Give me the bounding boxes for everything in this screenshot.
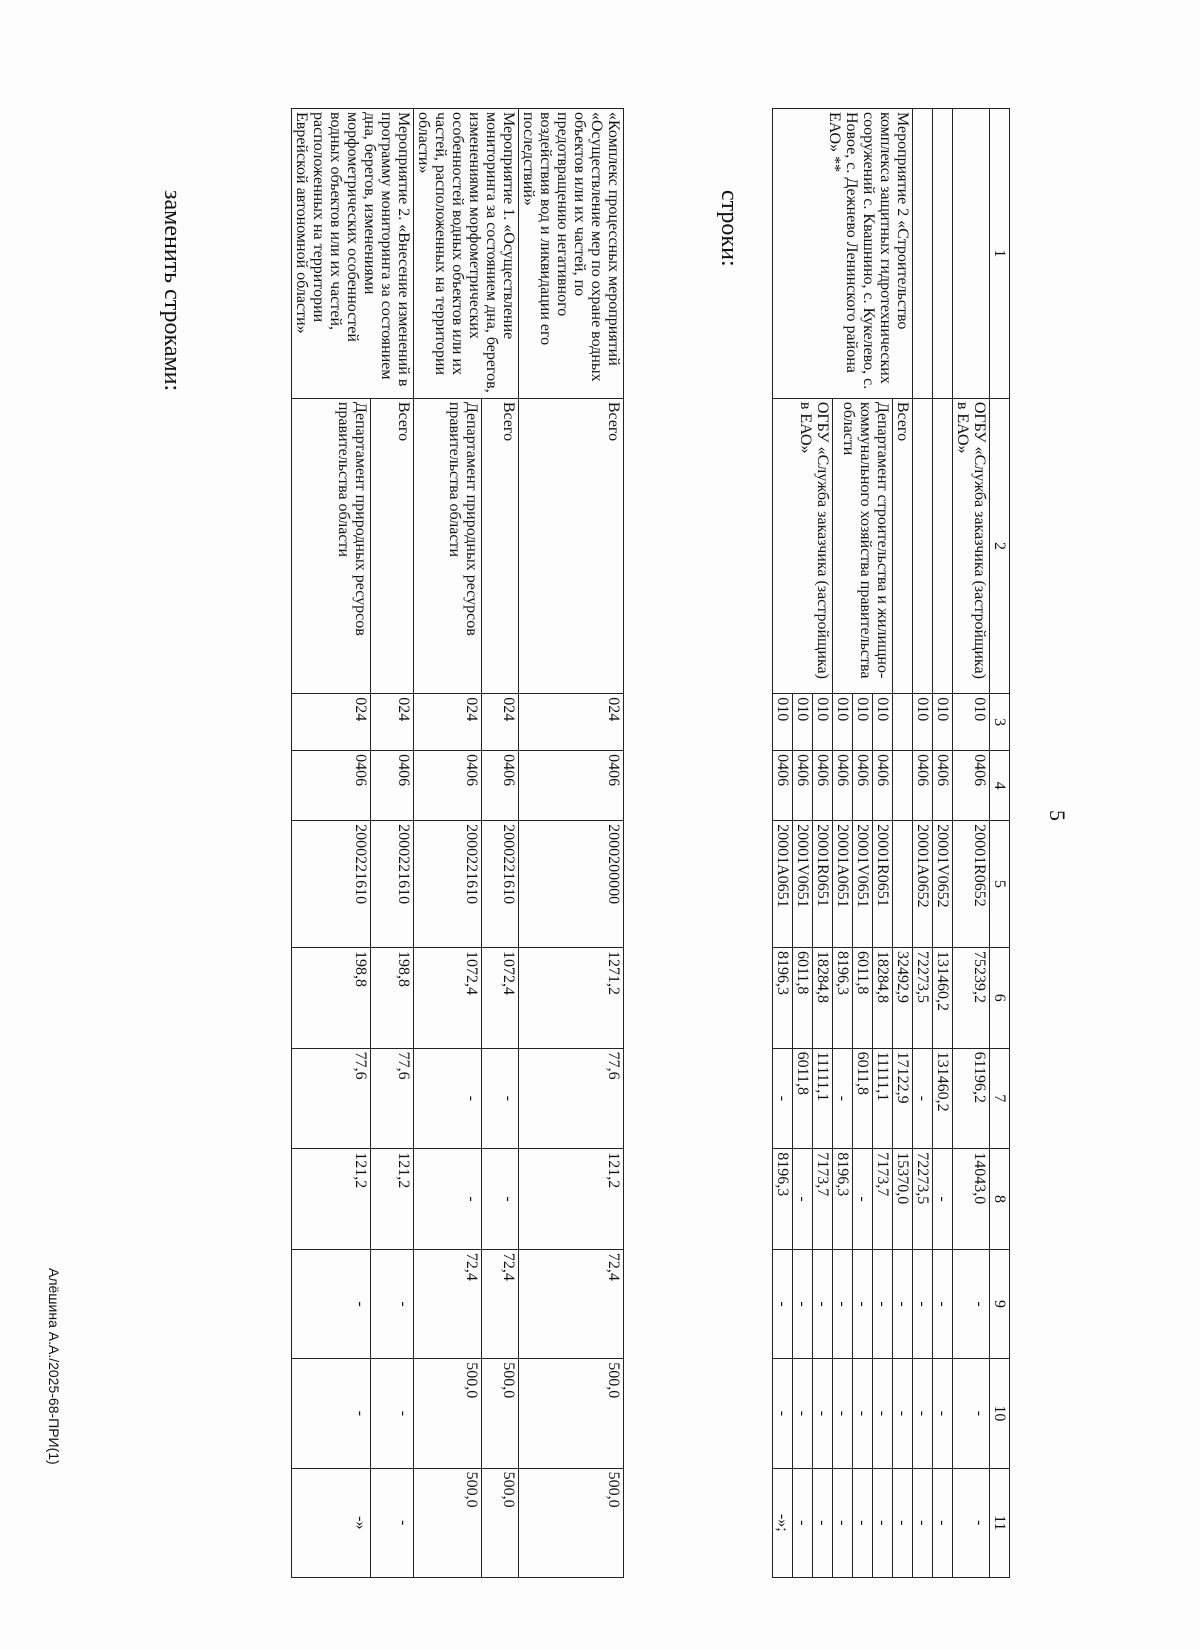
cell-c5: 20001R0652: [953, 821, 990, 948]
table-header-row: [990, 109, 1010, 1578]
cell-c11: -: [953, 1468, 990, 1577]
cell-c6: 1072,4: [482, 947, 519, 1048]
header-col-11: 11: [990, 1468, 1010, 1577]
header-col-7: 7: [990, 1048, 1010, 1149]
cell-c6: 1072,4: [414, 947, 482, 1048]
cell-c7: 131460,2: [933, 1048, 953, 1149]
cell-c5: 20001A0651: [773, 821, 793, 948]
cell-c6: 198,8: [371, 947, 414, 1048]
cell-activity: «Комплекс процессных мероприятий «Осуществление мер по охране водных объектов или их частей, по предотвращению негативного воздействия вод и ликвидации его последствий»: [519, 109, 624, 399]
cell-c7: -: [773, 1048, 793, 1149]
cell-c9: -: [813, 1249, 833, 1358]
cell-c9: -: [933, 1249, 953, 1358]
cell-c9: -: [292, 1249, 371, 1358]
header-col-9: 9: [990, 1249, 1010, 1358]
cell-c8: 14043,0: [953, 1149, 990, 1250]
table-new-rows: [291, 108, 624, 1578]
cell-c5: 2000221610: [292, 821, 371, 948]
cell-c9: -: [913, 1249, 933, 1358]
cell-c7: -: [833, 1048, 853, 1149]
cell-c9: -: [853, 1249, 873, 1358]
table-row: [371, 109, 414, 1578]
cell-c10: -: [853, 1359, 873, 1468]
cell-c10: -: [933, 1359, 953, 1468]
cell-executor: Департамент природных ресурсов правительства области: [292, 398, 371, 693]
cell-c6: 8196,3: [773, 947, 793, 1048]
cell-c11: -: [853, 1468, 873, 1577]
cell-c7: 17122,9: [893, 1048, 913, 1149]
cell-c4: 0406: [519, 751, 624, 821]
cell-c9: 72,4: [482, 1249, 519, 1358]
cell-c9: -: [773, 1249, 793, 1358]
cell-executor: Всего: [371, 398, 414, 693]
table-row: [519, 109, 624, 1578]
cell-c6: 32492,9: [893, 947, 913, 1048]
header-col-5: 5: [990, 821, 1010, 948]
cell-executor: Департамент природных ресурсов правительства области: [414, 398, 482, 693]
cell-c10: -: [913, 1359, 933, 1468]
cell-c6: 18284,8: [813, 947, 833, 1048]
cell-c3: 010: [813, 694, 833, 751]
cell-c6: 1271,2: [519, 947, 624, 1048]
cell-c8: 121,2: [292, 1149, 371, 1250]
cell-c4: 0406: [371, 751, 414, 821]
cell-c9: -: [793, 1249, 813, 1358]
cell-c9: -: [893, 1249, 913, 1358]
cell-c3: 010: [773, 694, 793, 751]
cell-c11: -: [933, 1468, 953, 1577]
cell-c10: -: [953, 1359, 990, 1468]
cell-c4: 0406: [853, 751, 873, 821]
cell-c3: 024: [292, 694, 371, 751]
cell-c3: 024: [519, 694, 624, 751]
cell-c5: 2000221610: [371, 821, 414, 948]
cell-c7: -: [482, 1048, 519, 1149]
cell-c7: 6011,8: [853, 1048, 873, 1149]
cell-executor: ОГБУ «Служба заказчика (застройщика) в ЕАО»: [773, 398, 833, 693]
table-row: [913, 109, 933, 1578]
cell-c10: 500,0: [519, 1359, 624, 1468]
header-col-8: 8: [990, 1149, 1010, 1250]
cell-c5: 20001V0651: [793, 821, 813, 948]
cell-c6: 6011,8: [793, 947, 813, 1048]
cell-c6: 18284,8: [873, 947, 893, 1048]
cell-c4: 0406: [873, 751, 893, 821]
cell-c5: 20001R0651: [813, 821, 833, 948]
cell-c11: -»;: [773, 1468, 793, 1577]
cell-c5: 2000221610: [414, 821, 482, 948]
cell-c9: 72,4: [414, 1249, 482, 1358]
cell-c11: 500,0: [519, 1468, 624, 1577]
heading-rows: строки:: [716, 190, 742, 267]
cell-c5: 20001R0651: [873, 821, 893, 948]
cell-c11: -: [793, 1468, 813, 1577]
cell-c9: -: [873, 1249, 893, 1358]
cell-c11: 500,0: [414, 1468, 482, 1577]
cell-c5: 20001V0652: [933, 821, 953, 948]
table-row: [933, 109, 953, 1578]
table-row: [953, 109, 990, 1578]
page-number: 5: [1045, 810, 1070, 821]
cell-c8: -: [482, 1149, 519, 1250]
cell-c5: 2000200000: [519, 821, 624, 948]
cell-c3: 024: [414, 694, 482, 751]
cell-c7: -: [913, 1048, 933, 1149]
cell-activity: Мероприятие 2. «Внесение изменений в программу мониторинга за состоянием дна, берегов, изменениями морфометрических особенностей водных объектов или их частей, расположенных на территории Еврейской автономной области»: [292, 109, 414, 399]
cell-c5: 20001V0651: [853, 821, 873, 948]
cell-c8: 8196,3: [833, 1149, 853, 1250]
header-col-1: 1: [990, 109, 1010, 399]
cell-c11: -: [873, 1468, 893, 1577]
cell-c10: -: [773, 1359, 793, 1468]
cell-c7: -: [414, 1048, 482, 1149]
cell-c8: 8196,3: [773, 1149, 793, 1250]
footer-code: Алёшина А.А./2025-68-ПРИ(1): [46, 1268, 62, 1465]
cell-c3: 010: [913, 694, 933, 751]
table-old-rows: [772, 108, 1010, 1578]
cell-c3: 010: [873, 694, 893, 751]
cell-c3: 024: [371, 694, 414, 751]
cell-c10: 500,0: [482, 1359, 519, 1468]
cell-c6: 72273,5: [913, 947, 933, 1048]
cell-c4: 0406: [953, 751, 990, 821]
cell-c4: 0406: [482, 751, 519, 821]
cell-c10: -: [833, 1359, 853, 1468]
cell-c7: 61196,2: [953, 1048, 990, 1149]
cell-c11: -»: [292, 1468, 371, 1577]
cell-c4: 0406: [813, 751, 833, 821]
cell-c10: 500,0: [414, 1359, 482, 1468]
cell-c4: 0406: [933, 751, 953, 821]
cell-c4: [893, 751, 913, 821]
cell-c10: -: [873, 1359, 893, 1468]
cell-c11: -: [833, 1468, 853, 1577]
cell-c9: -: [953, 1249, 990, 1358]
cell-c6: 75239,2: [953, 947, 990, 1048]
cell-c8: -: [853, 1149, 873, 1250]
cell-activity: Мероприятие 1. «Осуществление мониторинга за состоянием дна, берегов, изменениями морфометрических особенностей водных объектов или их частей, расположенных на территории области»: [414, 109, 519, 399]
cell-c7: 77,6: [292, 1048, 371, 1149]
cell-c4: 0406: [913, 751, 933, 821]
cell-executor: Департамент строительства и жилищно-коммунального хозяйства правительства области: [833, 398, 893, 693]
cell-activity: [933, 109, 953, 399]
cell-c11: -: [813, 1468, 833, 1577]
cell-c8: 7173,7: [813, 1149, 833, 1250]
cell-c7: 11111,1: [813, 1048, 833, 1149]
cell-c4: 0406: [833, 751, 853, 821]
cell-c11: 500,0: [482, 1468, 519, 1577]
cell-activity: [953, 109, 990, 399]
cell-c10: -: [893, 1359, 913, 1468]
header-col-4: 4: [990, 751, 1010, 821]
heading-replace: заменить строками:: [159, 190, 185, 392]
cell-c5: 20001A0652: [913, 821, 933, 948]
cell-c10: -: [292, 1359, 371, 1468]
cell-executor: [933, 398, 953, 693]
cell-c3: 010: [833, 694, 853, 751]
cell-c6: 8196,3: [833, 947, 853, 1048]
cell-c7: 11111,1: [873, 1048, 893, 1149]
cell-c10: -: [793, 1359, 813, 1468]
cell-c4: 0406: [292, 751, 371, 821]
cell-c5: 2000221610: [482, 821, 519, 948]
cell-c5: 20001A0651: [833, 821, 853, 948]
cell-c3: 010: [953, 694, 990, 751]
cell-c11: -: [913, 1468, 933, 1577]
cell-c10: -: [813, 1359, 833, 1468]
table-row: [893, 109, 913, 1578]
cell-executor: [913, 398, 933, 693]
header-col-6: 6: [990, 947, 1010, 1048]
cell-c6: 6011,8: [853, 947, 873, 1048]
cell-c4: 0406: [773, 751, 793, 821]
cell-c3: 010: [853, 694, 873, 751]
cell-c11: -: [893, 1468, 913, 1577]
cell-executor: Всего: [482, 398, 519, 693]
cell-c4: 0406: [793, 751, 813, 821]
cell-c3: 010: [793, 694, 813, 751]
cell-executor: Всего: [519, 398, 624, 693]
cell-c7: 77,6: [519, 1048, 624, 1149]
cell-c6: 198,8: [292, 947, 371, 1048]
cell-executor: Всего: [893, 398, 913, 693]
cell-c8: 72273,5: [913, 1149, 933, 1250]
cell-c6: 131460,2: [933, 947, 953, 1048]
cell-c8: 15370,0: [893, 1149, 913, 1250]
cell-c9: 72,4: [519, 1249, 624, 1358]
header-col-10: 10: [990, 1359, 1010, 1468]
header-col-3: 3: [990, 694, 1010, 751]
cell-c8: -: [933, 1149, 953, 1250]
cell-c5: [893, 821, 913, 948]
cell-c7: 77,6: [371, 1048, 414, 1149]
cell-c4: 0406: [414, 751, 482, 821]
cell-c9: -: [371, 1249, 414, 1358]
cell-c8: 7173,7: [873, 1149, 893, 1250]
cell-c8: 121,2: [519, 1149, 624, 1250]
cell-c9: -: [833, 1249, 853, 1358]
cell-c3: [893, 694, 913, 751]
header-col-2: 2: [990, 398, 1010, 693]
cell-c11: -: [371, 1468, 414, 1577]
cell-c8: -: [414, 1149, 482, 1250]
cell-c7: 6011,8: [793, 1048, 813, 1149]
cell-c3: 010: [933, 694, 953, 751]
cell-c3: 024: [482, 694, 519, 751]
cell-activity: Мероприятие 2 «Строительство комплекса защитных гидротехнических сооружений с. Квашнино, с. Кукелево, с. Новое, с. Дежнево Ленинского района ЕАО» **: [773, 109, 913, 399]
cell-c10: -: [371, 1359, 414, 1468]
cell-c8: 121,2: [371, 1149, 414, 1250]
cell-c8: -: [793, 1149, 813, 1250]
cell-activity: [913, 109, 933, 399]
table-row: [482, 109, 519, 1578]
cell-executor: ОГБУ «Служба заказчика (застройщика) в ЕАО»: [953, 398, 990, 693]
